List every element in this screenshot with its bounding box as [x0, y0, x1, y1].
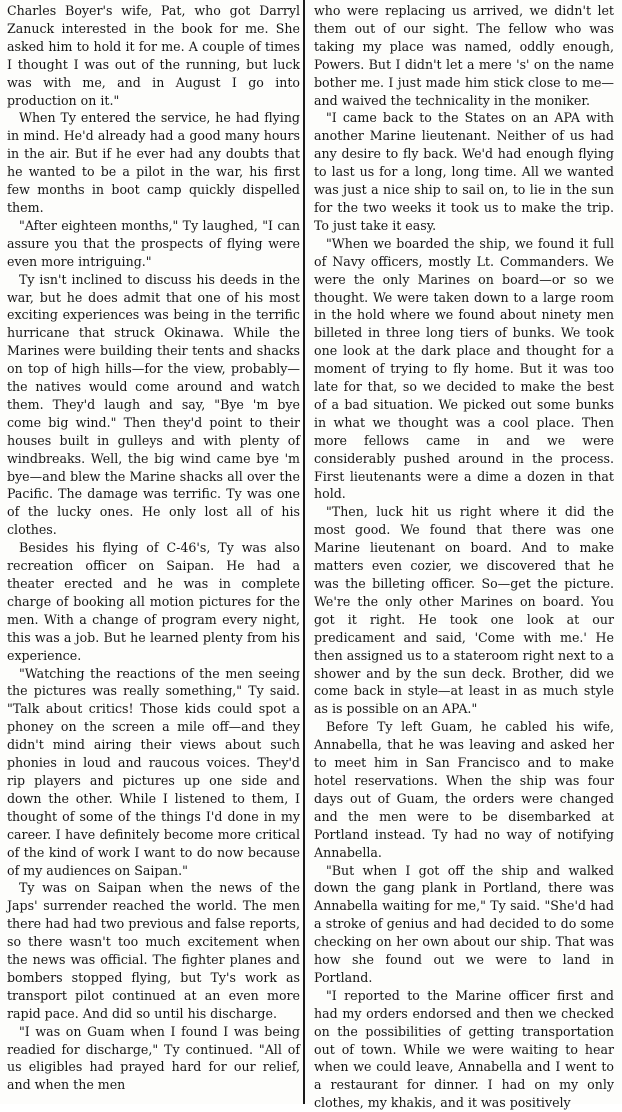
- paragraph: "Then, luck hit us right where it did the most good. We found that there was one Marine lieutenant on board. And to make matters even cozier, we discovered that he was the billeting officer. So—get the picture. We're the only other Marines on board. You got it right. He took one look at our predicament and said, 'Come with me.' He then assigned us to a stateroom right next to a shower and by the sun deck. Brother, did we come back in style—at least in as much style as is possible on an APA.": [314, 504, 614, 717]
- paragraph: Charles Boyer's wife, Pat, who got Darryl Zanuck interested in the book for me. She asked him to hold it for me. A couple of times I thought I was out of the running, but luck was with me, and in August I go into production on it.": [7, 3, 300, 108]
- column-divider: [303, 0, 305, 1104]
- paragraph: "After eighteen months," Ty laughed, "I can assure you that the prospects of flying were even more intriguing.": [7, 217, 300, 269]
- paragraph: Before Ty left Guam, he cabled his wife, Annabella, that he was leaving and asked her to meet him in San Francisco and to make hotel reservations. When the ship was four days out of Guam, the orders were changed and the men were to be disembarked at Portland instead. Ty had no way of notifying Annabella.: [314, 719, 614, 860]
- right-text-column: [314, 2, 614, 1111]
- paragraph: "When we boarded the ship, we found it full of Navy officers, mostly Lt. Commanders. We were the only Marines on board—or so we thought. We were taken down to a large room in the hold where we found about ninety men billeted in three long tiers of bunks. We took one look at the dark place and thought for a moment of trying to fly home. But it was too late for that, so we decided to make the best of a bad situation. We picked out some bunks in what we thought was a cool place. Then more fellows came in and we were considerably pushed around in the process. First lieutenants were a dime a dozen in that hold.: [314, 235, 614, 502]
- paragraph: "I reported to the Marine officer first and had my orders endorsed and then we checked on the possibilities of getting transportation out of town. While we were waiting to hear when we could leave, Annabella and I went to a restaurant for dinner. I had on my only clothes, my khakis, and it was positively: [314, 987, 614, 1111]
- paragraph: Ty isn't inclined to discuss his deeds in the war, but he does admit that one of his most exciting experiences was being in the terrific hurricane that struck Okinawa. While the Marines were building their tents and shacks on top of high hills—for the view, probably—the natives would come around and watch them. They'd laugh and say, "Bye 'm bye come big wind." Then they'd point to their houses built in gulleys and with plenty of windbreaks. Well, the big wind came bye 'm bye—and blew the Marine shacks all over the Pacific. The damage was terrific. Ty was one of the lucky ones. He only lost all of his clothes.: [7, 271, 300, 538]
- paragraph: Besides his flying of C-46's, Ty was also recreation officer on Saipan. He had a theater erected and he was in complete charge of booking all motion pictures for the men. With a change of program every night, this was a job. But he learned plenty from his experience.: [7, 540, 300, 663]
- paragraph: "But when I got off the ship and walked down the gang plank in Portland, there was Annabella waiting for me," Ty said. "She'd had a stroke of genius and had decided to do some checking on her own about our ship. That was how she found out we were to land in Portland.: [314, 862, 614, 985]
- paragraph: who were replacing us arrived, we didn't let them out of our sight. The fellow who was taking my place was named, oddly enough, Powers. But I didn't let a mere 's' on the name bother me. I just made him stick close to me—and waived the technicality in the moniker.: [314, 3, 614, 108]
- left-text-column: [7, 2, 300, 1102]
- paragraph: "Watching the reactions of the men seeing the pictures was really something," Ty said. "Talk about critics! Those kids could spot a phoney on the screen a mile off—and they didn't mind airing their views about such phonies in loud and raucous voices. They'd rip players and pictures up one side and down the other. While I listened to them, I thought of some of the things I'd done in my career. I have definitely become more critical of the kind of work I want to do now because of my audiences on Saipan.": [7, 665, 300, 878]
- paragraph: When Ty entered the service, he had flying in mind. He'd already had a good many hours in the air. But if he ever had any doubts that he wanted to be a pilot in the war, his first few months in boot camp quickly dispelled them.: [7, 110, 300, 215]
- paragraph: "I was on Guam when I found I was being readied for discharge," Ty continued. "All of us eligibles had prayed hard for our relief, and when the men: [7, 1023, 300, 1093]
- paragraph: "I came back to the States on an APA with another Marine lieutenant. Neither of us had any desire to fly back. We'd had enough flying to last us for a long, long time. All we wanted was just a nice ship to sail on, to lie in the sun for the two weeks it took us to make the trip. To just take it easy.: [314, 110, 614, 233]
- paragraph: Ty was on Saipan when the news of the Japs' surrender reached the world. The men there had had two previous and false reports, so there wasn't too much excitement when the news was official. The fighter planes and bombers stopped flying, but Ty's work as transport pilot continued at an even more rapid pace. And did so until his discharge.: [7, 880, 300, 1021]
